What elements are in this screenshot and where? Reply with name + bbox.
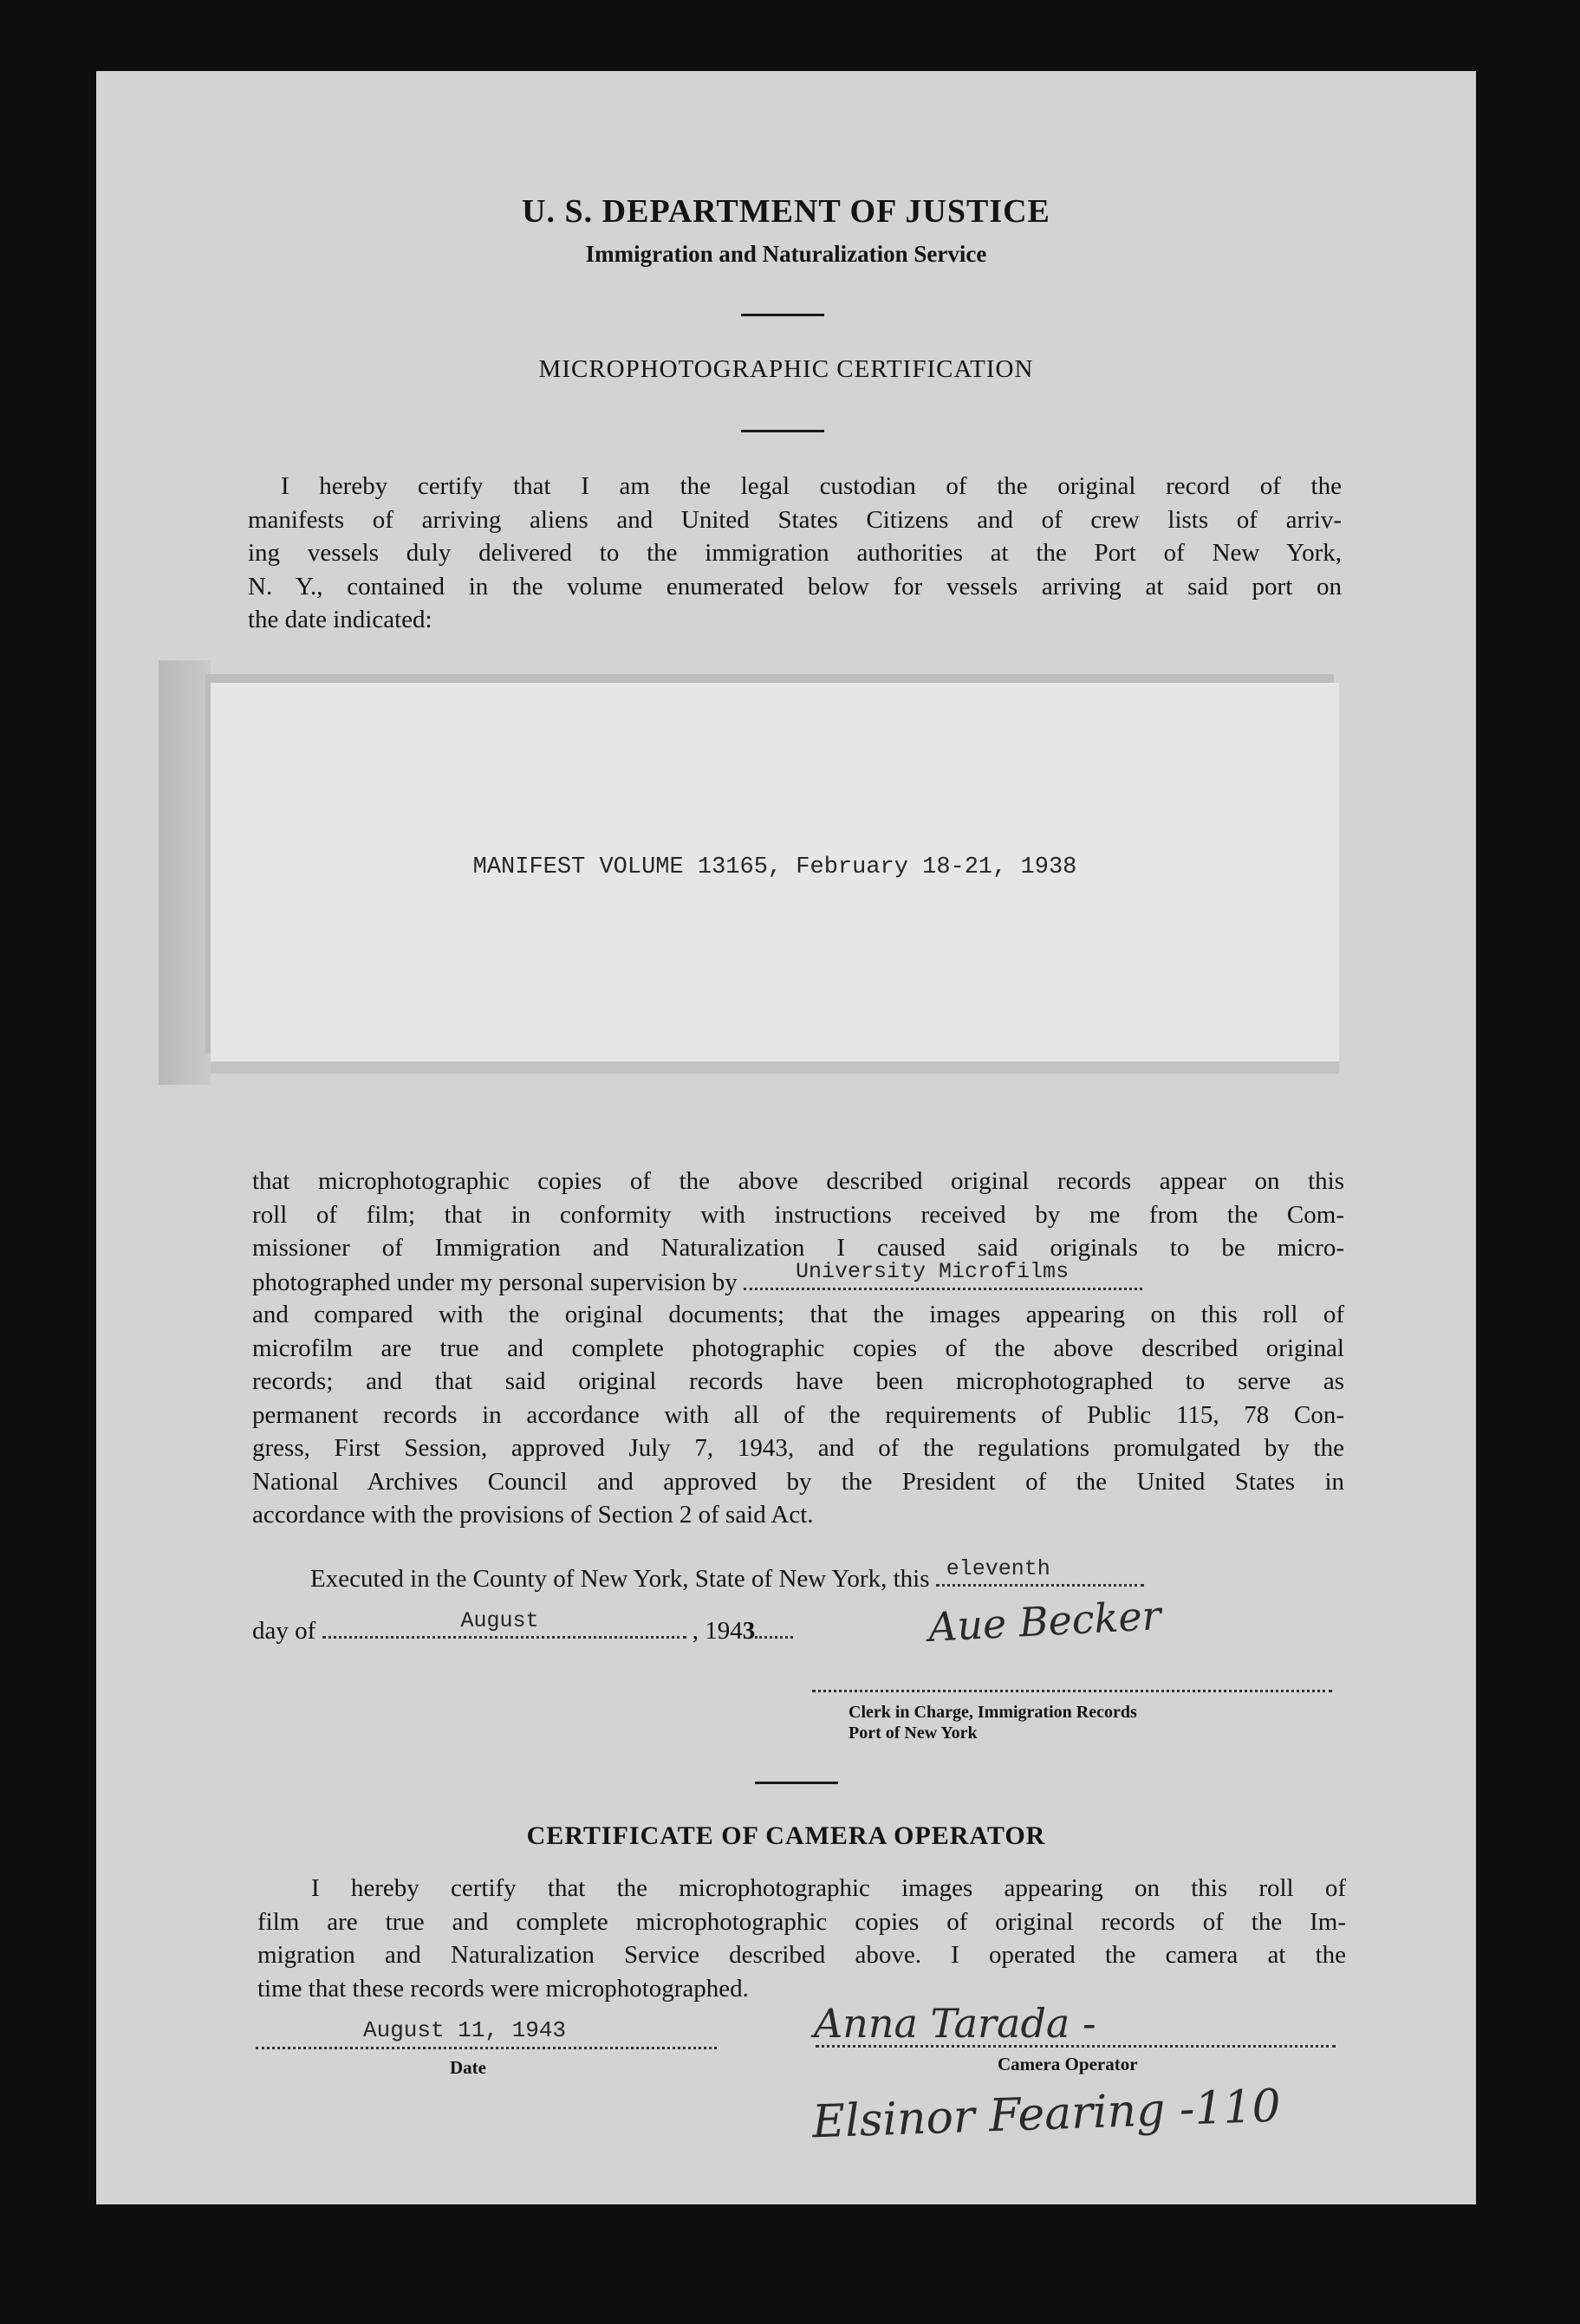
clerk-caption xyxy=(849,1702,1137,1743)
camera-paragraph xyxy=(257,1872,1346,2005)
clerk-signature: Aue Becker xyxy=(927,1592,1162,1651)
body-line: missioner of Immigration and Naturalization I caused said originals to be micro- xyxy=(252,1234,1344,1262)
certification-title: MICROPHOTOGRAPHIC CERTIFICATION xyxy=(538,355,1034,383)
body-line: records; and that said original records have been microphotographed to serve as xyxy=(252,1367,1344,1395)
day-of-label: day of xyxy=(252,1617,316,1645)
camera-line: I hereby certify that the microphotographic images appearing on this roll of xyxy=(311,1874,1346,1902)
certificate-page xyxy=(96,71,1476,2204)
microfilm-company: University Microfilms xyxy=(796,1259,1070,1284)
operator-caption: Camera Operator xyxy=(998,2054,1138,2074)
clerk-caption-line1: Clerk in Charge, Immigration Records xyxy=(849,1703,1137,1722)
executed-month: August xyxy=(460,1607,539,1633)
camera-section-title: CERTIFICATE OF CAMERA OPERATOR xyxy=(526,1821,1046,1850)
clerk-caption-line2: Port of New York xyxy=(849,1724,978,1743)
year-fill-line xyxy=(755,1613,793,1639)
body-line: National Archives Council and approved by the President of the United States in xyxy=(252,1467,1344,1496)
body-line: that microphotographic copies of the above described original records appear on this xyxy=(252,1167,1344,1195)
operator-signature: Anna Tarada - xyxy=(814,2000,1096,2047)
body-line: microfilm are true and complete photographic copies of the above described original xyxy=(252,1334,1344,1362)
operator-signature-line xyxy=(816,2045,1336,2048)
camera-date-value: August 11, 1943 xyxy=(363,2017,567,2043)
volume-slip-text: MANIFEST VOLUME 13165, February 18-21, 1938 xyxy=(472,854,1077,880)
intro-line: manifests of arriving aliens and United States Citizens and of crew lists of arriv- xyxy=(248,505,1342,534)
service-subtitle: Immigration and Naturalization Service xyxy=(585,241,987,267)
slip-shadow xyxy=(159,660,211,1085)
camera-date-caption: Date xyxy=(450,2057,486,2078)
photographed-by-line xyxy=(252,1259,1344,1299)
body-line: gress, First Session, approved July 7, 1943, and of the regulations promulgated by the xyxy=(252,1434,1344,1462)
company-fill-line xyxy=(744,1259,1142,1290)
clerk-signature-line xyxy=(812,1690,1332,1692)
day-fill-line xyxy=(936,1555,1144,1587)
intro-line: N. Y., contained in the volume enumerated below for vessels arriving at said port on xyxy=(248,572,1342,600)
divider-top xyxy=(741,314,824,316)
executed-line xyxy=(310,1555,1350,1596)
body-line: roll of film; that in conformity with instructions received by me from the Com- xyxy=(252,1200,1344,1229)
day-of-line: day of August , 1943 xyxy=(252,1613,946,1648)
extra-signature: Elsinor Fearing -110 xyxy=(811,2080,1282,2149)
executed-day: eleventh xyxy=(946,1555,1050,1581)
body-line: and compared with the original documents; that the images appearing on this roll of xyxy=(252,1301,1344,1328)
intro-line: ing vessels duly delivered to the immigration authorities at the Port of New York, xyxy=(248,539,1342,567)
intro-line: the date indicated: xyxy=(248,606,432,633)
body-line: permanent records in accordance with all of the requirements of Public 115, 78 Con- xyxy=(252,1400,1344,1429)
divider-under-title xyxy=(741,430,824,432)
camera-line: film are true and complete microphotographic copies of original records of the Im- xyxy=(257,1907,1346,1936)
year-digit: 3 xyxy=(742,1617,756,1645)
intro-paragraph xyxy=(248,470,1342,637)
intro-line: I hereby certify that I am the legal custodian of the original record of the xyxy=(281,472,1342,500)
body-line: accordance with the provisions of Section 2 of said Act. xyxy=(252,1501,814,1529)
camera-line: migration and Naturalization Service described above. I operated the camera at the xyxy=(257,1941,1346,1969)
camera-date-line xyxy=(256,2047,717,2049)
divider-camera-section xyxy=(755,1782,838,1784)
body-paragraph xyxy=(252,1165,1344,1532)
photographed-prefix: photographed under my personal supervision by xyxy=(252,1268,738,1296)
executed-prefix: Executed in the County of New York, State of New York, this xyxy=(310,1565,930,1593)
department-title: U. S. DEPARTMENT OF JUSTICE xyxy=(522,193,1050,230)
volume-slip xyxy=(211,683,1339,1061)
camera-line: time that these records were microphotographed. xyxy=(257,1974,749,2003)
year-prefix: 194 xyxy=(705,1617,743,1645)
